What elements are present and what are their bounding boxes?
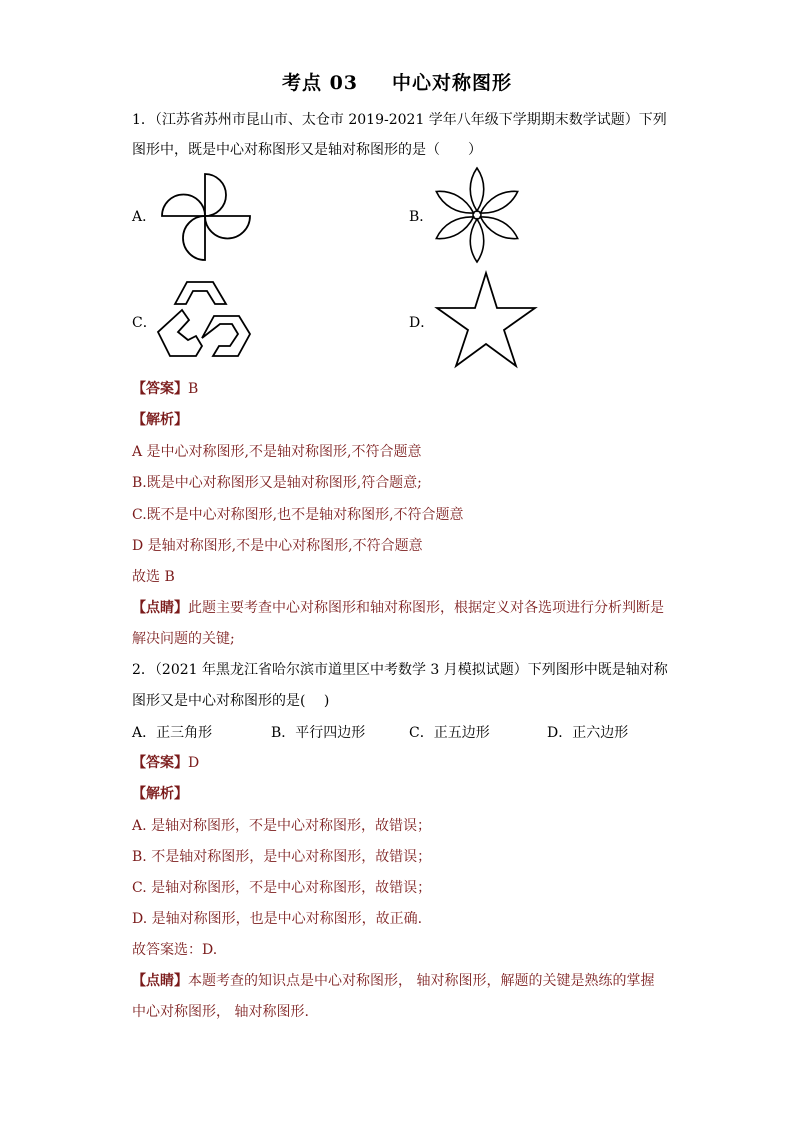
q2-choice-a: A．正三角形 — [132, 725, 213, 741]
q1-stem-line1: 1．（江苏省苏州市昆山市、太仓市 2019-2021 学年八年级下学期期末数学试题）下列 — [132, 112, 667, 128]
q2-analysis-tag: 【解析】 — [132, 786, 188, 802]
five-pointed-star-figure — [435, 271, 537, 369]
q2-analysis-b: B. 不是轴对称图形，是中心对称图形，故错误； — [132, 849, 432, 865]
q2-answer-tag: 【答案】 — [132, 755, 188, 771]
q1-analysis-c: C.既不是中心对称图形,也不是轴对称图形,不符合题意 — [132, 507, 464, 523]
q2-answer — [132, 753, 199, 773]
q2-stem-line1: 2．（2021 年黑龙江省哈尔滨市道里区中考数学 3 月模拟试题）下列图形中既是轴对称 — [132, 662, 668, 678]
q2-analysis-c: C. 是轴对称图形，不是中心对称图形，故错误； — [132, 880, 432, 896]
title-part2: 中心对称图形 — [392, 72, 513, 94]
q1-option-b-label: B． — [409, 209, 434, 225]
q2-choice-d: D．正六边形 — [547, 725, 629, 741]
title-part1: 考点 03 — [281, 72, 359, 94]
q1-option-d-label: D． — [409, 315, 435, 331]
q2-analysis-a: A. 是轴对称图形，不是中心对称图形，故错误； — [132, 818, 432, 834]
interlocking-hexagon-figure — [156, 276, 252, 362]
q1-answer-value: B — [188, 381, 199, 397]
flower-figure — [433, 166, 523, 264]
pinwheel-figure — [160, 168, 260, 263]
q2-choice-b: B．平行四边形 — [271, 725, 366, 741]
q2-conclusion: 故答案选：D. — [132, 942, 218, 958]
q1-answer — [132, 379, 198, 399]
q1-comment-tag: 【点睛】 — [132, 600, 188, 616]
q1-comment-line2: 解决问题的关键; — [132, 631, 235, 647]
q1-analysis-tag: 【解析】 — [132, 412, 188, 428]
q1-comment-line1 — [132, 598, 664, 618]
q1-option-a-label: A． — [132, 209, 157, 225]
q2-choice-c: C．正五边形 — [409, 725, 490, 741]
q1-stem-line2: 图形中，既是中心对称图形又是轴对称图形的是（ ） — [132, 142, 482, 158]
q2-comment-line2: 中心对称图形， 轴对称图形. — [132, 1004, 309, 1020]
q2-answer-value: D — [188, 755, 200, 771]
q2-stem-line2: 图形又是中心对称图形的是( ) — [132, 693, 330, 709]
q1-analysis-a: A 是中心对称图形,不是轴对称图形,不符合题意 — [132, 444, 422, 460]
q1-comment-text1: 此题主要考查中心对称图形和轴对称图形，根据定义对各选项进行分析判断是 — [188, 600, 664, 616]
q2-analysis-d: D. 是轴对称图形，也是中心对称图形，故正确. — [132, 911, 423, 927]
q2-comment-line1 — [132, 971, 654, 991]
page-title — [0, 68, 794, 95]
q2-analysis-heading — [132, 784, 188, 804]
q1-analysis-heading — [132, 410, 188, 430]
q2-comment-tag: 【点睛】 — [132, 973, 188, 989]
q1-analysis-b: B.既是中心对称图形又是轴对称图形,符合题意; — [132, 475, 422, 491]
q1-conclusion: 故选 B — [132, 569, 175, 585]
q1-option-c-label: C． — [132, 315, 157, 331]
q1-answer-tag: 【答案】 — [132, 381, 188, 397]
q1-analysis-d: D 是轴对称图形,不是中心对称图形,不符合题意 — [132, 538, 423, 554]
q2-comment-text1: 本题考查的知识点是中心对称图形， 轴对称图形，解题的关键是熟练的掌握 — [188, 973, 655, 989]
